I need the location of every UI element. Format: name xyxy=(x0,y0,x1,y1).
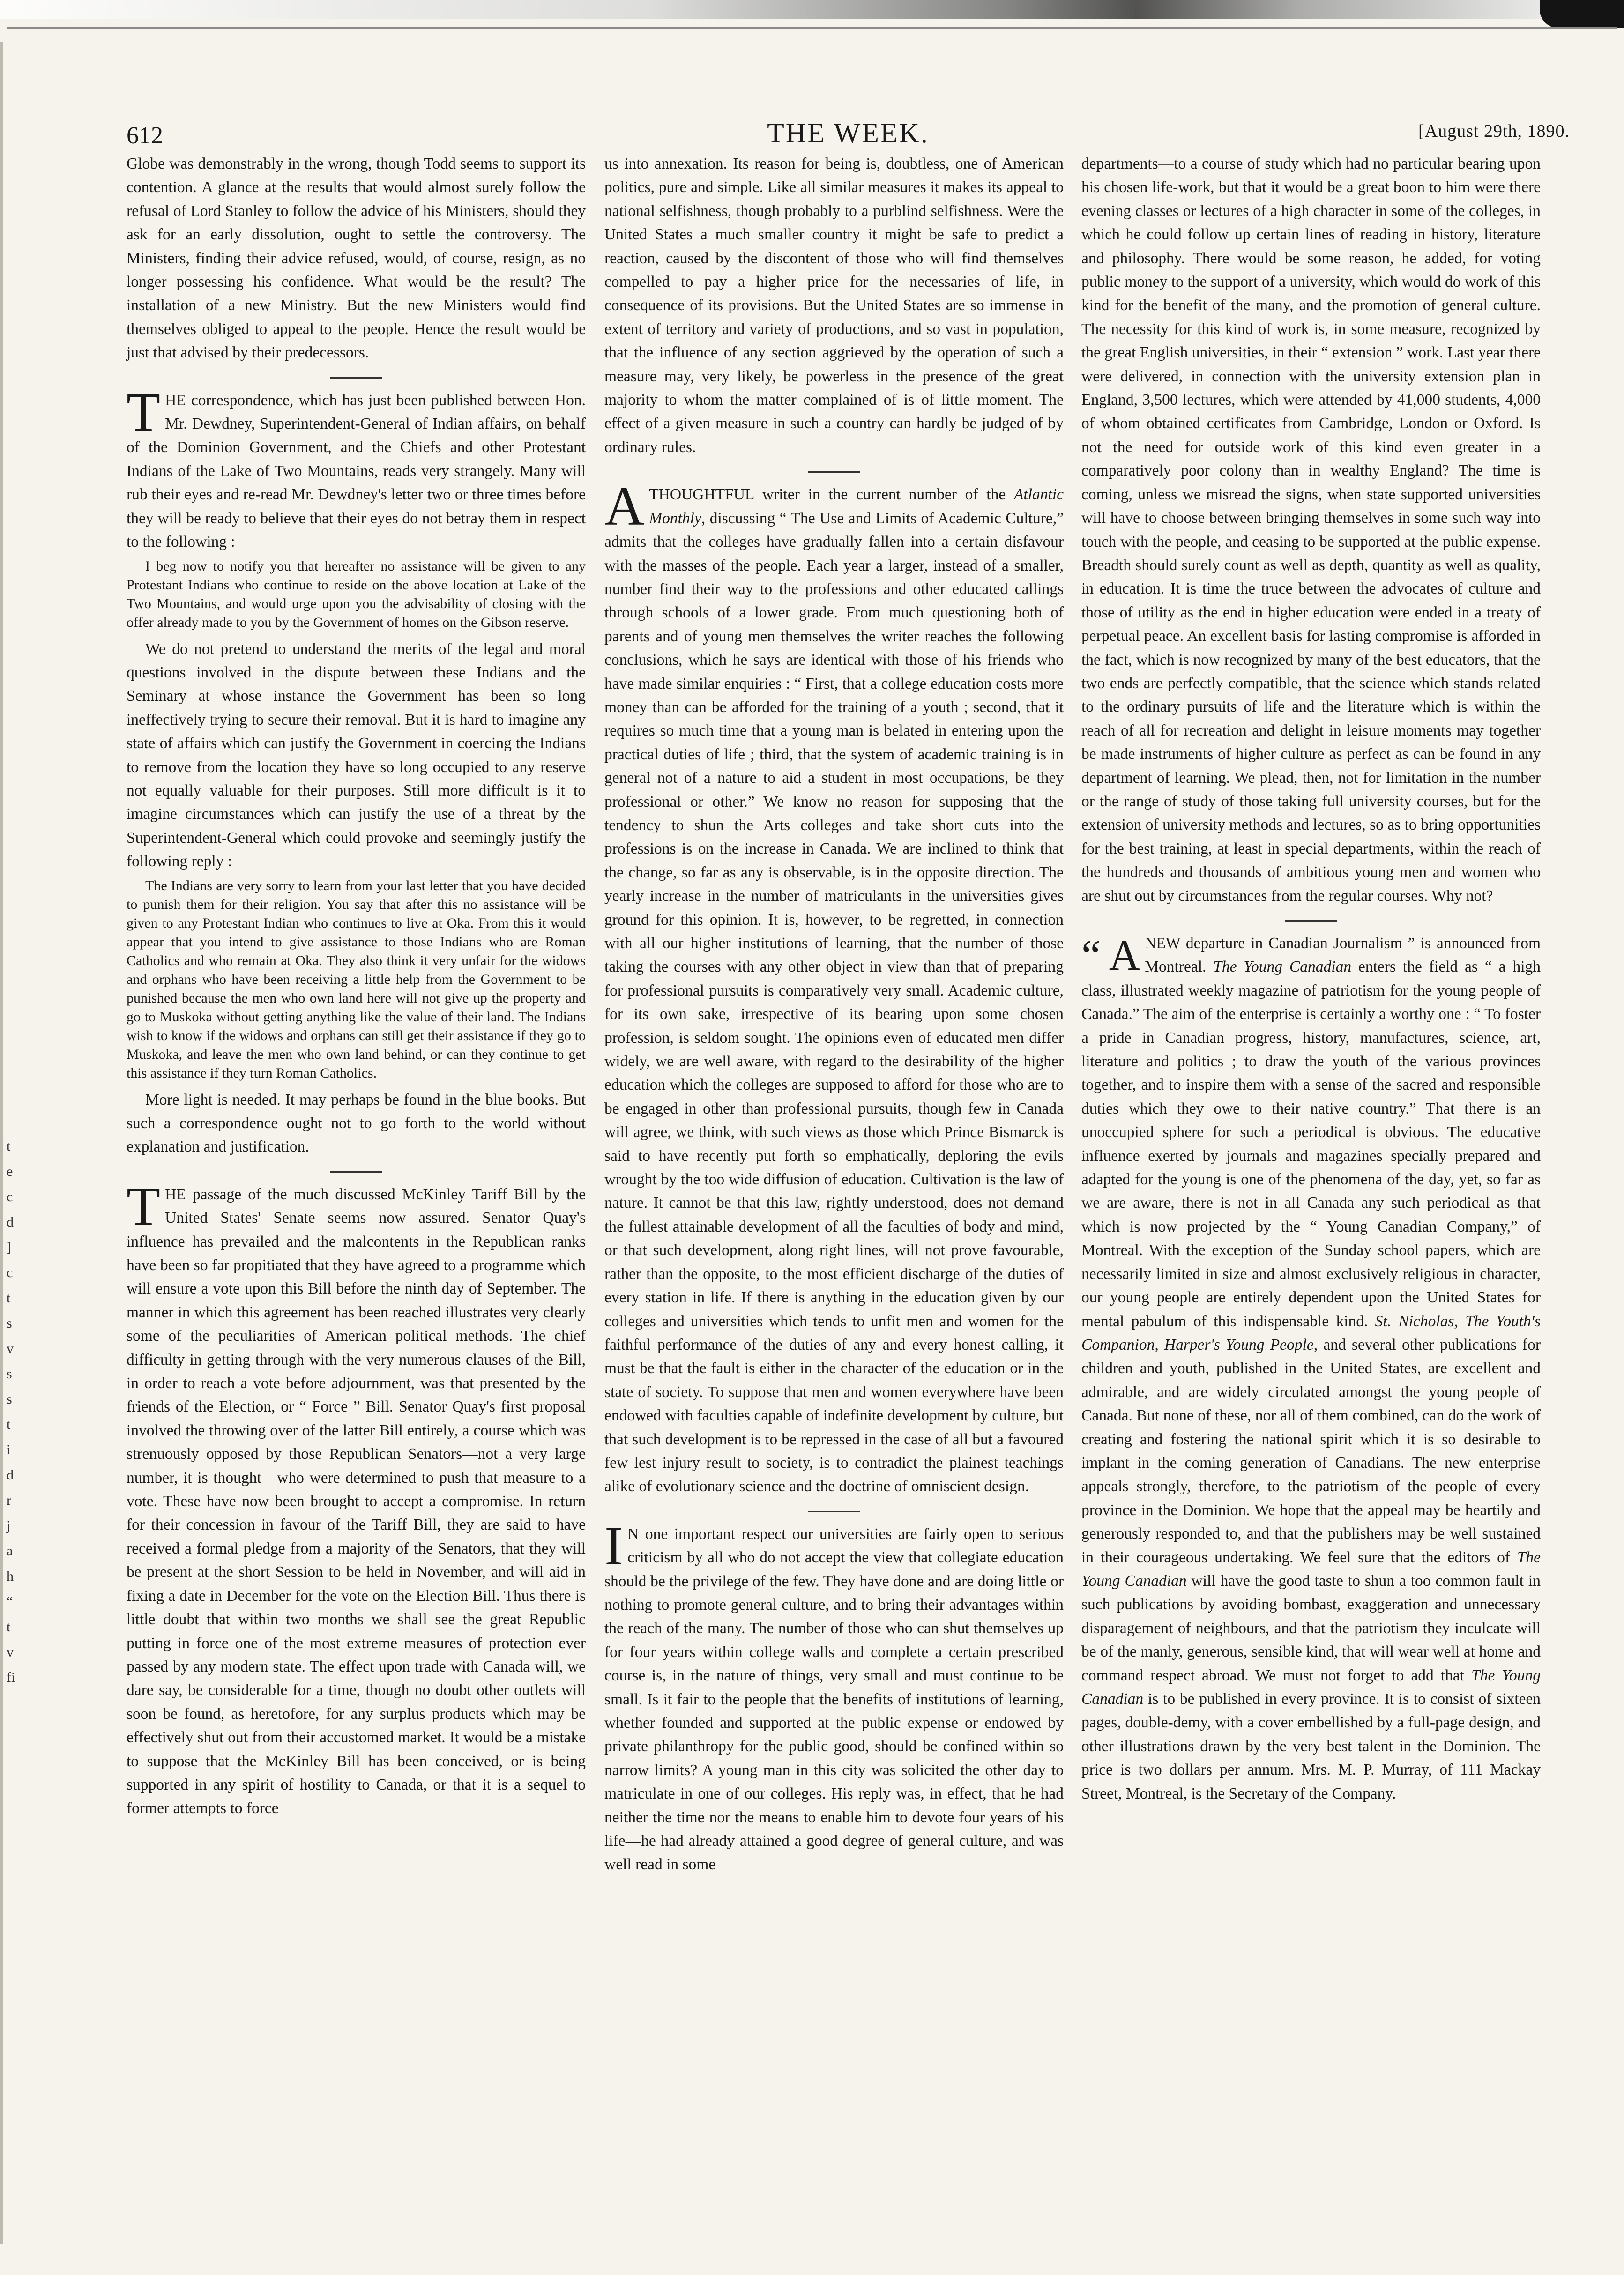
margin-fragment: v xyxy=(7,1644,14,1660)
drop-cap: “ A xyxy=(1081,931,1140,979)
margin-fragment: r xyxy=(7,1493,11,1508)
margin-fragment: i xyxy=(7,1442,11,1457)
page-header xyxy=(127,117,1570,150)
margin-fragment: ] xyxy=(7,1240,11,1255)
quoted-letter: I beg now to notify you that hereafter no assistance will be given to any Protestant Indians who continue to reside on the above location at Lake of the Two Mountains, and would urge upon you the advisability of closing with the offer already made to you by the Government of homes on the Gibson reserve. xyxy=(127,558,586,630)
top-rule xyxy=(7,27,1617,29)
section-separator xyxy=(330,377,382,379)
article-young-canadian: “ A NEW departure in Canadian Journalism ” is announced from Montreal. The Young Canadian enters the field as “ a high class, illustrated weekly magazine of patriotism for the young people of Canada.” The aim of the enterprise is certainly a worthy one : “ To foster a pride in Canadian progress, history, manufactures, science, art, literature and politics ; to draw the youth of the various provinces together, and to inspire them with a sense of the sacred and responsible duties which they owe to their native country.” That there is an unoccupied sphere for such a periodical is obvious. The educative influence exerted by journals and magazines specially prepared and adapted for the young is one of the phenomena of the day, yet, so far as we are aware, there is not in all Canada any such periodical as that which is now projected by the “ Young Canadian Company,” of Montreal. With the exception of the Sunday school papers, which are necessarily limited in size and almost exclusively religious in character, our young people are entirely dependent upon the United States for mental pabulum of this indispensable kind. St. Nicholas, The Youth's Companion, Harper's Young People, and several other publications for children and youth, published in the United States, are excellent and admirable, and are widely circulated amongst the young people of Canada. But none of these, nor all of them combined, can do the work of creating and fostering the national spirit which it is so desirable to implant in the coming generation of Canadians. The new enterprise appeals strongly, therefore, to the patriotism of the people of every province in the Dominion. We hope that the appeal may be heartily and generously responded to, and that the publishers may be well sustained in their courageous undertaking. We feel sure that the editors of The Young Canadian will have the good taste to shun a too common fault in such publications by avoiding bombast, exaggeration and unnecessary disparagement of neighbours, and that the patriotism they inculcate will be of the manly, generous, sensible kind, that will wear well at home and command respect abroad. We must not forget to add that The Young Canadian is to be published in every province. It is to consist of sixteen pages, double-demy, with a cover embellished by a full-page design, and other illustrations drawn by the very best talent in the Dominion. The price is two dollars per annum. Mrs. M. P. Murray, of 111 Mackay Street, Montreal, is the Secretary of the Company. xyxy=(1081,931,1541,1802)
section-separator xyxy=(808,1511,860,1512)
issue-date: [August 29th, 1890. xyxy=(1418,121,1570,141)
page-number: 612 xyxy=(127,122,163,149)
article-academic-culture: ATHOUGHTFUL writer in the current number of the Atlantic Monthly, discussing “ The Use and Limits of Academic Culture,” admits that the colleges have gradually fallen into a certain disfavour with the masses of the people. Each year a larger, instead of a smaller, number find their way to the professions and other educated callings through schools of a lower grade. From much questioning both of parents and of young men themselves the writer reaches the following conclusions, which he says are identical with those of his friends who have made similar enquiries : “ First, that a college education costs more money than can be afforded for the training of a youth ; second, that it requires so much time that a young man is belated in entering upon the practical duties of life ; third, that the system of academic training is in general not of a nature to aid a student in most occupations, be they professional or other.” We know no reason for supposing that the tendency to shun the Arts colleges and take short cuts into the professions is on the increase in Canada. We are inclined to think that the change, so far as any is observable, is in the opposite direction. The yearly increase in the number of matriculants in the universities gives ground for this opinion. It is, however, to be regretted, in connection with all our higher institutions of learning, that the number of those taking the courses with any other object in view than that of preparing for professional pursuits is comparatively very small. Academic culture, for its own sake, irrespective of its bearing upon some chosen profession, is seldom sought. The opinions even of educated men differ widely, we are well aware, with regard to the desirability of the higher education which the colleges are supposed to afford for those who are to be engaged in other than professional pursuits, though few in Canada will agree, we think, with such views as those which Prince Bismarck is said to have recently put forth so emphatically, deploring the evils wrought by the too wide diffusion of education. Cultivation is the law of nature. It cannot be that this law, rightly understood, does not demand the fullest attainable development of all the faculties of body and mind, or that such development, along right lines, will not prove favourable, rather than the opposite, to the most efficient discharge of the duties of every station in life. If there is anything in the education given by our colleges and universities which tends to unfit men and women for the faithful performance of the duties of any and every honest calling, it must be that the fault is either in the character of the education or in the state of society. To suppose that men and women everywhere have been endowed with faculties capable of indefinite development by culture, but that such development is to be repressed in the case of all but a favoured few lest injury result to society, is to contradict the plainest teachings alike of evolutionary science and the doctrine of omniscient design. xyxy=(604,476,1064,1495)
publication-title: The Young Canadian xyxy=(1081,1548,1541,1590)
binding-edge xyxy=(0,42,3,2244)
margin-fragment: c xyxy=(7,1265,13,1280)
section-separator xyxy=(808,471,860,473)
margin-fragment: s xyxy=(7,1366,12,1382)
column-2 xyxy=(604,152,1064,1880)
margin-fragment: d xyxy=(7,1214,14,1230)
article-universities: I N one important respect our universities are fairly open to serious criticism by all who do not accept the view that collegiate education should be the privilege of the few. They have done and are doing little or nothing to promote general culture, and to bring their advantages within the reach of the many. The number of those who can shut themselves up for four years within college walls and complete a certain prescribed course is, in the nature of things, very small and must continue to be small. Is it fair to the people that the benefits of institutions of learning, whether founded and supported at the public expense or endowed by private philanthropy for the public good, should be confined within so narrow limits? A young man in this city was solicited the other day to matriculate in one of our colleges. His reply was, in effect, that he had neither the time nor the means to enable him to devote four years of his life—he had already attained a good degree of general culture, and was well read in some xyxy=(604,1515,1064,1874)
margin-fragment: t xyxy=(7,1138,11,1154)
margin-fragments xyxy=(7,1134,25,1690)
masthead: THE WEEK. xyxy=(767,118,929,149)
paragraph: us into annexation. Its reason for being is, doubtless, one of American politics, pure and simple. Like all similar measures it makes its appeal to national selfishness, though probably to a purblind selfishness. Were the United States a much smaller country it might be safe to predict a reaction, caused by the discontent of those who will find themselves compelled to pay a higher price for the necessaries of life, in consequence of its provisions. But the United States are so immense in extent of territory and variety of productions, and so vast in population, that the influence of any section aggrieved by the operation of such a measure may, very likely, be powerless in the presence of the great majority to whom the matter complained of is of little moment. The effect of a given measure in such a country can hardly be judged of by ordinary rules. xyxy=(604,155,1064,456)
article-mckinley-tariff: THE passage of the much discussed McKinley Tariff Bill by the United States' Senate seems now assured. Senator Quay's influence has prevailed and the malcontents in the Republican ranks have been so far propitiated that they have agreed to a programme which will ensure a vote upon this Bill before the ninth day of September. The manner in which this agreement has been reached illustrates very clearly some of the peculiarities of American political methods. The chief difficulty in getting through with the very numerous clauses of the Bill, in order to reach a vote before adjournment, was that presented by the friends of the Election, or “ Force ” Bill. Senator Quay's first proposal involved the throwing over of the latter Bill entirely, a course which was strenuously opposed by those Republican Senators—not a very large number, it is thought—who were determined to push that measure to a vote. These have now been brought to accept a compromise. In return for their concession in favour of the Tariff Bill, they are said to have received a formal pledge from a majority of the Senators, that they will be present at the short Session to be held in November, and will aid in fixing a date in December for the vote on the Election Bill. Thus there is little doubt that within two months we shall see the great Republic putting in force one of the most extreme measures of protection ever passed by any modern state. The effect upon trade with Canada will, we dare say, be considerable for a time, though no doubt other outlets will soon be found, as heretofore, for any surplus products which may be effectively shut out from their accustomed market. It would be a mistake to suppose that the McKinley Bill has been conceived, or is being supported in any spirit of hostility to Canada, or that it is a sequel to former attempts to force xyxy=(127,1175,586,1817)
publication-title: The Young Canadian xyxy=(1213,958,1352,976)
scan-corner-artifact xyxy=(1540,0,1624,28)
paragraph: Globe was demonstrably in the wrong, though Todd seems to support its contention. A glance at the results that would almost surely follow the refusal of Lord Stanley to follow the advice of his Ministers, should they ask for an early dissolution, ought to settle the controversy. The Ministers, finding their advice refused, would, of course, resign, as no longer possessing his confidence. What would be the result? The installation of a new Ministry. But the new Ministers would find themselves obliged to appeal to the people. Hence the result would be just that advised by their predecessors. xyxy=(127,155,586,362)
quoted-reply: The Indians are very sorry to learn from your last letter that you have decided to punish them for their religion. You say that after this no assistance will be given to any Protestant Indian who continues to live at Oka. From this it would appear that you intend to give assistance to those Indians who are Roman Catholics and who remain at Oka. They also think it very unfair for the widows and orphans who have been receiving a little help from the Government to be punished because the men who own land here will not give up the property and go to Muskoka without getting anything like the value of their land. The Indians wish to know if the widows and orphans can still get their assistance if they go to Muskoka, and leave the men who own land behind, or can they continue to get this assistance if they turn Roman Catholics. xyxy=(127,877,586,1081)
margin-fragment: d xyxy=(7,1467,14,1483)
paragraph: More light is needed. It may perhaps be found in the blue books. But such a correspondence ought not to go forth to the world without explanation and justification. xyxy=(127,1091,586,1156)
publication-title: Atlantic Monthly xyxy=(649,486,1064,527)
margin-fragment: c xyxy=(7,1189,13,1204)
margin-fragment: t xyxy=(7,1290,11,1306)
drop-cap: T xyxy=(127,381,161,443)
scan-edge-artifact xyxy=(0,0,1624,19)
margin-fragment: a xyxy=(7,1543,13,1559)
margin-fragment: e xyxy=(7,1164,13,1179)
margin-fragment: h xyxy=(7,1569,14,1584)
section-separator xyxy=(1285,920,1337,922)
margin-fragment: “ xyxy=(7,1594,13,1609)
section-separator xyxy=(330,1171,382,1173)
margin-fragment: t xyxy=(7,1417,11,1432)
drop-cap: T xyxy=(127,1175,161,1237)
margin-fragment: fi xyxy=(7,1670,15,1685)
margin-fragment: s xyxy=(7,1391,12,1407)
drop-cap: A xyxy=(604,476,645,537)
paragraph: We do not pretend to understand the merits of the legal and moral questions involved in the dispute between these Indians and the Seminary at whose instance the Government has been so long ineffectively trying to secure their removal. But it is hard to imagine any state of affairs which can justify the Government in coercing the Indians to remove from the location they have so long occupied to any reserve not equally valuable for their purposes. Still more difficult is it to imagine circumstances which can justify the use of a threat by the Superintendent-General which could provoke and seemingly justify the following reply : xyxy=(127,640,586,870)
margin-fragment: j xyxy=(7,1518,11,1533)
article-dewdney-intro: THE correspondence, which has just been published between Hon. Mr. Dewdney, Superintendent-General of Indian affairs, on behalf of the Dominion Government, and the Chiefs and other Protestant Indians of the Lake of Two Mountains, reads very strangely. Many will rub their eyes and re-read Mr. Dewdney's letter two or three times before they will be ready to believe that their eyes do not betray them in respect to the following : xyxy=(127,381,586,551)
margin-fragment: v xyxy=(7,1341,14,1356)
margin-fragment: t xyxy=(7,1619,11,1635)
paragraph: departments—to a course of study which had no particular bearing upon his chosen life-work, but that it would be a great boon to him were there evening classes or lectures of a high character in some of the colleges, in which he could follow up certain lines of reading in history, literature and philosophy. There would be some reason, he added, for voting public money to the support of a university, which would do work of this kind for the benefit of the many, and the promotion of general culture. The necessity for this kind of work is, in some measure, recognized by the great English universities, in their “ extension ” work. Last year there were delivered, in connection with the university extension plan in England, 3,500 lectures, which were attended by 41,000 students, 4,000 of whom obtained certificates from Cambridge, London or Oxford. Is not the need for outside work of this kind even greater in a comparatively poor colony than in wealthy England? The time is coming, unless we misread the signs, when state supported universities will have to choose between bringing themselves in some such way into touch with the people, and ceasing to be supported at the public expense. Breadth should surely count as well as depth, quantity as well as quality, in education. It is time the truce between the advocates of culture and those of utility as the end in higher education were ended in a treaty of perpetual peace. An excellent basis for lasting compromise is afforded in the fact, which is now recognized by many of the best educators, that the two ends are perfectly compatible, that the science which stands related to the ordinary pursuits of life and the literature which is within the reach of all for recreation and delight in leisure moments may together be made instruments of higher culture as perfect as can be found in any department of learning. We plead, then, not for limitation in the number or the range of study of those taking full university courses, but for the extension of university methods and lectures, so as to bring opportunities for the best training, at least in special departments, within the reach of the hundreds and thousands of ambitious young men and women who are shut out by circumstances from the regular courses. Why not? xyxy=(1081,155,1541,905)
margin-fragment: s xyxy=(7,1316,12,1331)
drop-cap: I xyxy=(604,1515,623,1576)
column-3 xyxy=(1081,152,1541,1808)
publication-title: The Young Canadian xyxy=(1081,1666,1541,1708)
column-1 xyxy=(127,152,586,1823)
publication-titles: St. Nicholas, The Youth's Companion, Harper's Young People xyxy=(1081,1312,1541,1353)
